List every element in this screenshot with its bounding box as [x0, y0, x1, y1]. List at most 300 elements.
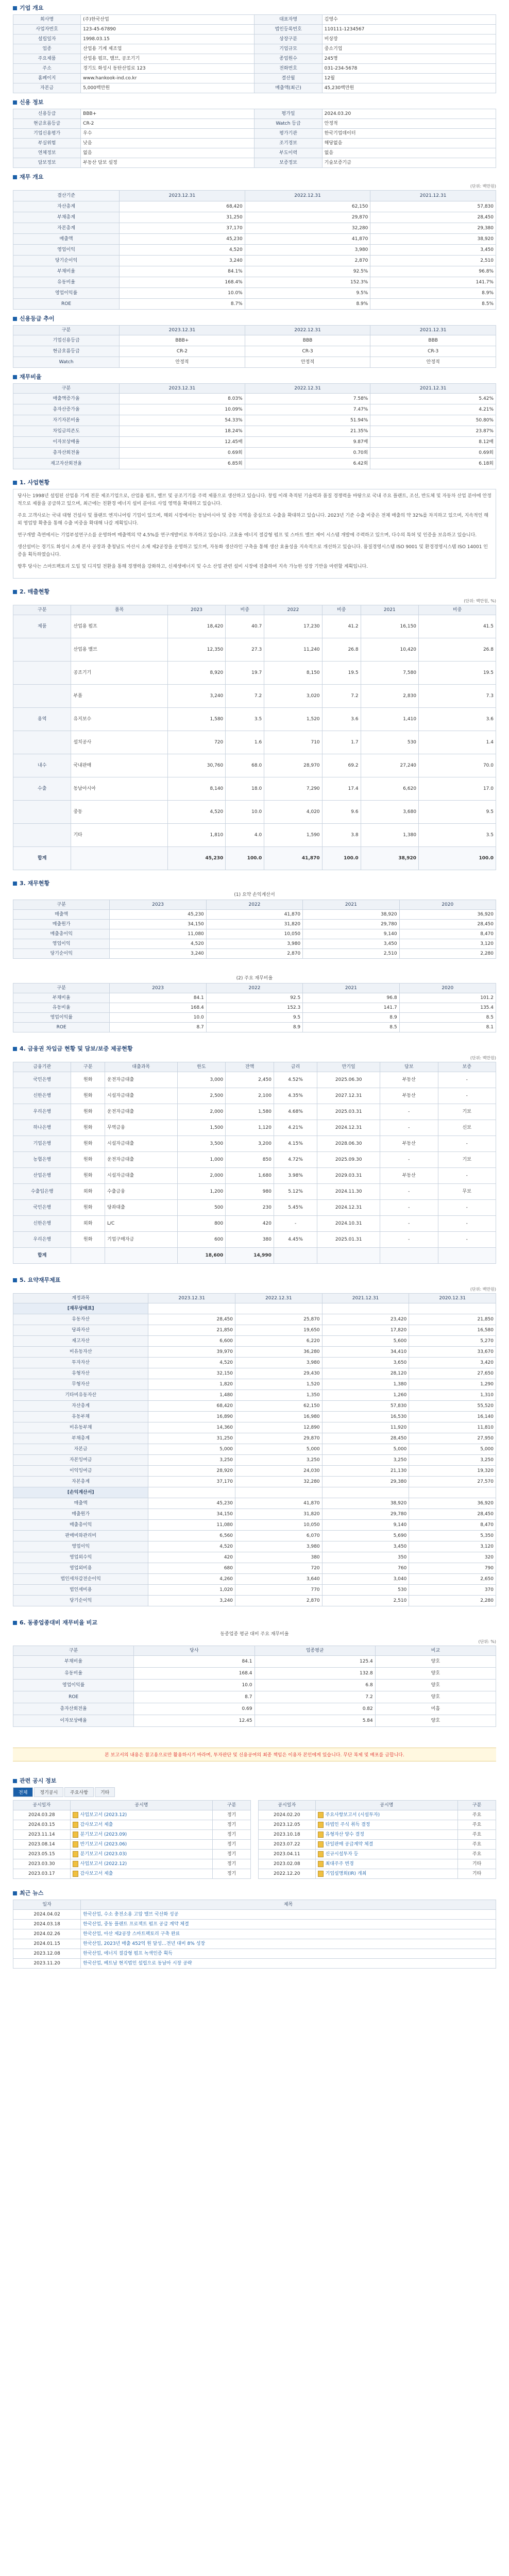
- table-row[interactable]: [13, 1929, 496, 1939]
- field-label: 업종: [13, 44, 81, 54]
- disclosure-link[interactable]: [315, 1840, 458, 1850]
- table-cell: 30,760: [167, 754, 225, 777]
- table-row: [13, 662, 496, 685]
- table-row[interactable]: [13, 1830, 251, 1840]
- table-cell: -: [438, 1136, 496, 1152]
- disclosure-title[interactable]: 감사보고서 제출: [80, 1871, 113, 1876]
- disclosure-title[interactable]: 신규시설투자 등: [325, 1852, 359, 1857]
- table-row[interactable]: [13, 1959, 496, 1969]
- disclosure-columns: [13, 1800, 496, 1879]
- row-label: 영업외비용: [13, 1563, 148, 1574]
- column-header: 대출과목: [105, 1062, 178, 1072]
- row-label: 매출원가: [13, 920, 110, 929]
- disclosure-title[interactable]: 유형자산 양수 결정: [325, 1832, 364, 1837]
- field-label: 법인등록번호: [254, 25, 322, 35]
- table-row[interactable]: [259, 1850, 496, 1859]
- table-cell: 2,100: [226, 1088, 274, 1104]
- table-cell: 8,470: [409, 1520, 496, 1531]
- disclosure-title[interactable]: 기업설명회(IR) 개최: [325, 1871, 367, 1876]
- table-cell: 850: [226, 1152, 274, 1168]
- row-label: 판매비와관리비: [13, 1531, 148, 1541]
- table-cell: 3,240: [167, 685, 225, 708]
- disclosure-date: 2023.07.22: [259, 1840, 316, 1850]
- section-company-overview: [13, 4, 496, 12]
- field-label: 담보정보: [13, 158, 81, 168]
- table-row[interactable]: [13, 1939, 496, 1949]
- table-cell: 3,450: [322, 1541, 409, 1552]
- table-row: [13, 1136, 496, 1152]
- column-header: 금융기관: [13, 1062, 71, 1072]
- table-cell: 320: [409, 1552, 496, 1563]
- table-cell: 92.5%: [245, 266, 370, 277]
- table-row[interactable]: [13, 1949, 496, 1959]
- disclosure-type: 정기: [213, 1850, 251, 1859]
- table-row: [13, 1541, 496, 1552]
- news-date: 2024.01.15: [13, 1939, 81, 1949]
- disclosure-link[interactable]: [70, 1840, 213, 1850]
- disclosure-tabs: [13, 1787, 496, 1797]
- table-cell: 27,950: [409, 1433, 496, 1444]
- table-row: [13, 615, 496, 638]
- disclosure-link[interactable]: [315, 1820, 458, 1830]
- table-cell: 152.3: [206, 1003, 302, 1013]
- table-cell: 2024.11.30: [317, 1184, 380, 1200]
- column-header: 2021: [303, 984, 399, 993]
- table-cell: 38,920: [303, 910, 399, 920]
- table-row: [13, 191, 496, 201]
- table-cell: 1,480: [148, 1390, 235, 1401]
- disclosure-link[interactable]: [70, 1830, 213, 1840]
- table-row: [13, 1656, 496, 1668]
- table-cell: 18,420: [167, 615, 225, 638]
- table-row: [13, 1509, 496, 1520]
- table-cell: 11,080: [148, 1520, 235, 1531]
- table-cell: 9.87배: [245, 437, 370, 448]
- row-label: 농협은행: [13, 1152, 71, 1168]
- section-news: [13, 1889, 496, 1897]
- table-row: [13, 1390, 496, 1401]
- table-cell: BBB+: [120, 335, 245, 346]
- table-row: [13, 1680, 496, 1691]
- disclosure-column: [258, 1800, 496, 1879]
- table-cell: 2025.01.31: [317, 1232, 380, 1248]
- field-value: 산업용 펌프, 밸브, 공조기기: [81, 54, 254, 64]
- table-row: [13, 299, 496, 310]
- table-row: [13, 1466, 496, 1477]
- table-cell: 32,150: [148, 1368, 235, 1379]
- table-row: [13, 256, 496, 266]
- row-label: 당기순이익: [13, 256, 120, 266]
- row-label: 유동부채: [13, 1412, 148, 1422]
- table-cell: 18,600: [177, 1248, 226, 1264]
- disclosure-title[interactable]: 분기보고서 (2023.03): [80, 1852, 127, 1857]
- table-row: [13, 1703, 496, 1715]
- table-row[interactable]: [259, 1810, 496, 1820]
- table-cell: 8.7: [134, 1691, 254, 1703]
- table-cell: 5,000: [322, 1444, 409, 1455]
- table-row: [13, 346, 496, 357]
- table-row: [13, 949, 496, 959]
- column-header: 2022: [206, 900, 302, 910]
- table-cell: 28,120: [322, 1368, 409, 1379]
- row-label: 현금흐름등급: [13, 346, 120, 357]
- disclosure-column: [13, 1800, 251, 1879]
- row-label: 당기순이익: [13, 1596, 148, 1606]
- table-cell: 양호: [375, 1680, 496, 1691]
- field-label: 조기경보: [254, 139, 322, 148]
- table-cell: 9.5: [206, 1013, 302, 1023]
- disclosure-link[interactable]: [70, 1820, 213, 1830]
- table-cell: 1.6: [226, 731, 264, 754]
- table-row: [13, 212, 496, 223]
- news-date: 2023.11.20: [13, 1959, 81, 1969]
- table-row[interactable]: [13, 1850, 251, 1859]
- table-cell: 1.4: [419, 731, 496, 754]
- field-value: 031-234-5678: [322, 64, 496, 74]
- disclosure-table: [258, 1800, 496, 1879]
- table-header-row: [13, 605, 496, 615]
- news-date: 2024.04.02: [13, 1910, 81, 1920]
- column-header: 2020: [399, 984, 496, 993]
- table-cell: 8.9: [303, 1013, 399, 1023]
- table-cell: [438, 1248, 496, 1264]
- table-cell: [317, 1248, 380, 1264]
- table-cell: 33,670: [409, 1347, 496, 1358]
- column-header: 2023.12.31: [120, 326, 245, 335]
- column-header: 비교: [375, 1646, 496, 1656]
- table-cell: 29,780: [303, 920, 399, 929]
- table-cell: 동남아시아: [71, 777, 167, 801]
- disclosure-date: 2024.03.28: [13, 1810, 71, 1820]
- report: [13, 0, 496, 1969]
- table-cell: 시설자금대출: [105, 1088, 178, 1104]
- table-row[interactable]: [13, 1859, 251, 1869]
- table-cell: 3,040: [322, 1574, 409, 1585]
- table-row[interactable]: [259, 1859, 496, 1869]
- table-cell: 420: [226, 1216, 274, 1232]
- table-row: [13, 1248, 496, 1264]
- table-cell: 4.52%: [274, 1072, 317, 1088]
- table-cell: 68,420: [148, 1401, 235, 1412]
- table-row: [13, 1325, 496, 1336]
- table-cell: 산업용 펌프: [71, 615, 167, 638]
- field-label: 신용등급: [13, 109, 81, 119]
- row-label: 국민은행: [13, 1072, 71, 1088]
- table-cell: 4,520: [148, 1358, 235, 1368]
- field-label: 대표자명: [254, 15, 322, 25]
- table-cell: 5,690: [322, 1531, 409, 1541]
- column-header: 2021.12.31: [370, 384, 496, 394]
- table-cell: [235, 1303, 323, 1314]
- table-cell: 원화: [71, 1088, 105, 1104]
- table-cell: 760: [322, 1563, 409, 1574]
- section-marker-icon: [13, 375, 17, 379]
- table-cell: 69.2: [322, 754, 361, 777]
- field-label: 부도이력: [254, 148, 322, 158]
- field-value: 중소기업: [322, 44, 496, 54]
- table-cell: 10.0%: [120, 288, 245, 299]
- table-cell: 28,450: [322, 1433, 409, 1444]
- table-cell: 8.9%: [370, 288, 496, 299]
- table-cell: 부품: [71, 685, 167, 708]
- table-cell: 16,890: [148, 1412, 235, 1422]
- table-cell: 공조기기: [71, 662, 167, 685]
- section-disclosures: [13, 1777, 496, 1785]
- business-paragraph: 향후 당사는 스마트팩토리 도입 및 디지털 전환을 통해 경쟁력을 강화하고, 신재생에너지 및 수소 산업 관련 설비 시장에 진출하여 지속 가능한 성장 기반을 마련할 계획입니다.: [18, 564, 368, 569]
- section-title-text: 재무 개요: [20, 174, 44, 180]
- disclosure-title[interactable]: 감사보고서 제출: [80, 1822, 113, 1827]
- table-row[interactable]: [13, 1810, 251, 1820]
- table-row[interactable]: [13, 1840, 251, 1850]
- table-cell: 3,980: [245, 245, 370, 256]
- disclosure-link[interactable]: [70, 1859, 213, 1869]
- column-header: 보증: [438, 1062, 496, 1072]
- row-label: [13, 801, 71, 824]
- table-cell: 36,280: [235, 1347, 323, 1358]
- column-header: 계정과목: [13, 1294, 148, 1303]
- row-label: [13, 638, 71, 662]
- table-row[interactable]: [259, 1869, 496, 1879]
- table-cell: 27.3: [226, 638, 264, 662]
- business-paragraph: 연구개발 측면에서는 기업부설연구소를 운영하며 매출액의 약 4.5%를 연구개발비로 투자하고 있습니다. 고효율 에너지 절감형 펌프 및 스마트 밸브 제어 시스템 개발에 주력하고 있으며, 다수의 특허 및 인증을 보유하고 있습니다.: [18, 533, 477, 538]
- disclosure-link[interactable]: [70, 1850, 213, 1859]
- table-cell: 외화: [71, 1216, 105, 1232]
- disclosure-title[interactable]: 사업보고서 (2022.12): [80, 1861, 127, 1867]
- table-row: [13, 83, 496, 93]
- table-row: [13, 1422, 496, 1433]
- row-label: 수출입은행: [13, 1184, 71, 1200]
- table-cell: -: [380, 1152, 438, 1168]
- table-cell: 3,450: [303, 939, 399, 949]
- disclosure-title[interactable]: 사업보고서 (2023.12): [80, 1812, 127, 1818]
- field-value: 부동산 담보 설정: [81, 158, 254, 168]
- table-cell: 62,150: [235, 1401, 323, 1412]
- table-row: [13, 335, 496, 346]
- field-label: Watch 등급: [254, 119, 322, 129]
- section-rating-trend: [13, 315, 496, 323]
- document-icon: [318, 1861, 324, 1867]
- table-row[interactable]: [259, 1820, 496, 1830]
- row-label: 내수: [13, 754, 71, 777]
- table-cell: [148, 1303, 235, 1314]
- table-cell: 32,280: [235, 1477, 323, 1487]
- table-cell: 21,850: [148, 1325, 235, 1336]
- column-header: 공시일자: [13, 1801, 71, 1810]
- table-cell: 1,310: [409, 1390, 496, 1401]
- table-cell: [380, 1248, 438, 1264]
- column-header: 공시명: [70, 1801, 213, 1810]
- field-value: 기술보증기금: [322, 158, 496, 168]
- table-row: [13, 1368, 496, 1379]
- table-row[interactable]: [13, 1920, 496, 1929]
- table-cell: [322, 1487, 409, 1498]
- table-cell: 57,830: [322, 1401, 409, 1412]
- news-link[interactable]: 한국산업, 에너지 절감형 펌프 녹색인증 획득: [81, 1949, 496, 1959]
- table-cell: 3,250: [148, 1455, 235, 1466]
- table-row: [13, 139, 496, 148]
- table-cell: 3,240: [120, 256, 245, 266]
- disclosure-type: 주요: [458, 1840, 496, 1850]
- table-row: [13, 708, 496, 731]
- table-row[interactable]: [13, 1820, 251, 1830]
- row-label: 자산총계: [13, 201, 120, 212]
- table-cell: 9.5%: [245, 288, 370, 299]
- table-cell: 17.4: [322, 777, 361, 801]
- field-label: 설립일자: [13, 35, 81, 44]
- table-cell: 1,810: [167, 824, 225, 847]
- table-cell: 2,870: [206, 949, 302, 959]
- table-header-row: [13, 384, 496, 394]
- disclosure-title[interactable]: 타법인 주식 취득 결정: [325, 1822, 370, 1827]
- section-marker-icon: [13, 481, 17, 485]
- table-row[interactable]: [259, 1840, 496, 1850]
- table-row[interactable]: [259, 1830, 496, 1840]
- table-cell: 17,820: [322, 1325, 409, 1336]
- table-cell: 68.0: [226, 754, 264, 777]
- news-link[interactable]: 한국산업, 수소 충전소용 고압 밸브 국산화 성공: [81, 1910, 496, 1920]
- section-marker-icon: [13, 317, 17, 321]
- table-cell: 6,620: [361, 777, 418, 801]
- disclosure-date: 2023.05.15: [13, 1850, 71, 1859]
- row-label: 합계: [13, 847, 71, 870]
- table-row: [13, 1477, 496, 1487]
- table-cell: 4.15%: [274, 1136, 317, 1152]
- table-row[interactable]: [13, 1869, 251, 1879]
- table-cell: 4.72%: [274, 1152, 317, 1168]
- section-marker-icon: [13, 6, 17, 10]
- row-label: [13, 731, 71, 754]
- table-cell: 설치공사: [71, 731, 167, 754]
- table-row: [13, 1347, 496, 1358]
- disclosure-title[interactable]: 최대주주 변경: [325, 1861, 354, 1867]
- column-header: 구분: [13, 326, 120, 335]
- table-cell: 10,050: [235, 1520, 323, 1531]
- table-cell: 57,830: [370, 201, 496, 212]
- section-marker-icon: [13, 590, 17, 594]
- table-cell: 16,580: [409, 1325, 496, 1336]
- column-header: 제목: [81, 1900, 496, 1910]
- disclosure-title[interactable]: 주요사항보고서 (시설투자): [325, 1812, 380, 1818]
- table-cell: 8.12배: [370, 437, 496, 448]
- disclosure-link[interactable]: [70, 1869, 213, 1879]
- row-label: 기업은행: [13, 1136, 71, 1152]
- disclosure-title[interactable]: 분기보고서 (2023.09): [80, 1832, 127, 1837]
- column-header: 구분: [13, 1646, 134, 1656]
- tab-disclosure[interactable]: 전체: [13, 1787, 33, 1797]
- table-cell: 800: [177, 1216, 226, 1232]
- tab-disclosure[interactable]: 기타: [95, 1787, 115, 1797]
- disclosure-title[interactable]: 단일판매 공급계약 체결: [325, 1842, 374, 1847]
- table-row[interactable]: [13, 1910, 496, 1920]
- column-header: 2022: [264, 605, 322, 615]
- section-title-text: 3. 재무현황: [20, 880, 50, 887]
- field-value: 123-45-67890: [81, 25, 254, 35]
- section-title-text: 4. 금융권 차입금 현황 및 담보/보증 제공현황: [20, 1045, 133, 1052]
- row-label: 자본잉여금: [13, 1455, 148, 1466]
- table-cell: 380: [226, 1232, 274, 1248]
- table-row: [13, 1013, 496, 1023]
- disclosure-link[interactable]: [315, 1859, 458, 1869]
- table-cell: 부동산: [380, 1136, 438, 1152]
- table-row: [13, 638, 496, 662]
- table-cell: 16,150: [361, 615, 418, 638]
- disclosure-link[interactable]: [315, 1850, 458, 1859]
- sales-status-table: [13, 605, 496, 870]
- table-cell: 141.7: [303, 1003, 399, 1013]
- column-header: 2021: [303, 900, 399, 910]
- news-link[interactable]: 한국산업, 2023년 매출 452억 원 달성…전년 대비 8% 성장: [81, 1939, 496, 1949]
- disclosure-link[interactable]: [70, 1810, 213, 1820]
- table-cell: 중동: [71, 801, 167, 824]
- row-label: 유동자산: [13, 1314, 148, 1325]
- table-cell: 18.24%: [120, 426, 245, 437]
- table-cell: 54.33%: [120, 415, 245, 426]
- document-icon: [73, 1841, 78, 1848]
- table-cell: 3,980: [235, 1358, 323, 1368]
- table-cell: 19,320: [409, 1466, 496, 1477]
- unit-note: (단위: 백만원): [470, 184, 496, 189]
- table-cell: 3,120: [399, 939, 496, 949]
- financial-ratios-table: [13, 383, 496, 469]
- table-cell: -: [438, 1072, 496, 1088]
- table-row: [13, 1003, 496, 1013]
- disclosure-link[interactable]: [315, 1869, 458, 1879]
- news-link[interactable]: 한국산업, 아산 제2공장 스마트팩토리 구축 완료: [81, 1929, 496, 1939]
- table-cell: 11,240: [264, 638, 322, 662]
- table-row: [13, 993, 496, 1003]
- table-cell: 신보: [438, 1120, 496, 1136]
- table-cell: 40.7: [226, 615, 264, 638]
- table-cell: 원화: [71, 1120, 105, 1136]
- field-label: 사업자번호: [13, 25, 81, 35]
- disclosure-link[interactable]: [315, 1830, 458, 1840]
- field-label: 종업원수: [254, 54, 322, 64]
- table-cell: 기보: [438, 1152, 496, 1168]
- news-link[interactable]: 한국산업, 베트남 현지법인 설립으로 동남아 시장 공략: [81, 1959, 496, 1969]
- tab-disclosure[interactable]: 정기공시: [34, 1787, 63, 1797]
- field-value: 김영수: [322, 15, 496, 25]
- table-cell: 7.2: [254, 1691, 375, 1703]
- disclosure-title[interactable]: 반기보고서 (2023.06): [80, 1842, 127, 1847]
- column-header: 2021.12.31: [322, 1294, 409, 1303]
- table-cell: 2,870: [235, 1596, 323, 1606]
- disclaimer-banner: 본 보고서의 내용은 참고용으로만 활용하시기 바라며, 투자판단 및 신용공여의 최종 책임은 이용자 본인에게 있습니다. 무단 복제 및 배포를 금합니다.: [13, 1748, 496, 1761]
- section-marker-icon: [13, 1278, 17, 1282]
- table-cell: 2,000: [177, 1168, 226, 1184]
- section-marker-icon: [13, 1779, 17, 1783]
- table-cell: 기타: [71, 824, 167, 847]
- column-header: 비중: [322, 605, 361, 615]
- column-header: 2021.12.31: [370, 326, 496, 335]
- table-header-row: [13, 1294, 496, 1303]
- table-cell: L/C: [105, 1216, 178, 1232]
- document-icon: [73, 1822, 78, 1828]
- column-header: 2022: [206, 984, 302, 993]
- table-row: [13, 1455, 496, 1466]
- row-label: 합계: [13, 1248, 71, 1264]
- table-row: [13, 158, 496, 168]
- table-row: [13, 1668, 496, 1680]
- disclosure-type: 주요: [458, 1850, 496, 1859]
- table-cell: 16,980: [235, 1412, 323, 1422]
- disclosure-link[interactable]: [315, 1810, 458, 1820]
- field-label: 현금흐름등급: [13, 119, 81, 129]
- news-link[interactable]: 한국산업, 중동 플랜트 프로젝트 펌프 공급 계약 체결: [81, 1920, 496, 1929]
- tab-disclosure[interactable]: 주요사항: [64, 1787, 94, 1797]
- disclosure-type: 주요: [458, 1810, 496, 1820]
- row-label: 하나은행: [13, 1120, 71, 1136]
- table-cell: 1,350: [235, 1390, 323, 1401]
